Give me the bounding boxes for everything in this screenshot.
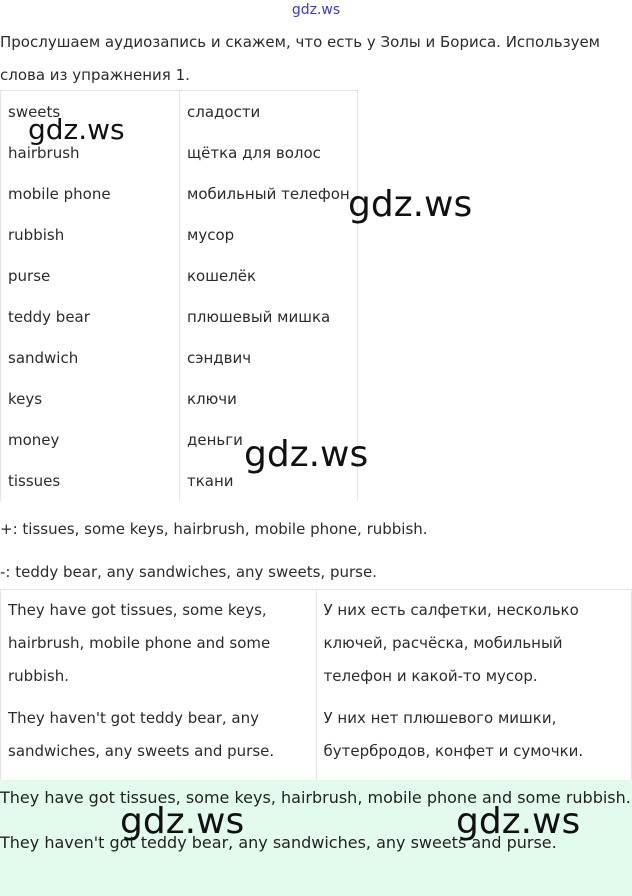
vocab-russian: плюшевый мишка <box>180 296 358 337</box>
vocab-english: rubbish <box>1 214 180 255</box>
vocab-russian: сладости <box>180 91 358 133</box>
final-havenot: They haven't got teddy bear, any sandwiches, any sweets and purse. <box>0 833 557 852</box>
vocab-english: money <box>1 419 180 460</box>
watermark: gdz.ws <box>120 801 245 842</box>
answer-ru-have: У них есть салфетки, несколько ключей, расчёска, мобильный телефон и какой-то мусор. <box>323 601 579 685</box>
answers-table <box>0 589 632 781</box>
answer-en-havenot: They haven't got teddy bear, any sandwiches, any sweets and purse. <box>8 709 275 760</box>
vocab-row <box>1 255 358 296</box>
vocab-english: sandwich <box>1 337 180 378</box>
vocab-russian: мусор <box>180 214 358 255</box>
watermark: gdz.ws <box>28 113 125 146</box>
answers-english-cell <box>1 590 317 781</box>
vocab-russian: щётка для волос <box>180 132 358 173</box>
intro-text: Прослушаем аудиозапись и скажем, что есть у Золы и Бориса. Используем слова из упражнения 1. <box>0 33 600 84</box>
vocab-row <box>1 173 358 214</box>
answer-en-have: They have got tissues, some keys, hairbrush, mobile phone and some rubbish. <box>8 601 271 685</box>
vocab-row <box>1 214 358 255</box>
vocab-english: hairbrush <box>1 132 180 173</box>
watermark: gdz.ws <box>244 434 369 475</box>
havenot-list: -: teddy bear, any sandwiches, any sweets, purse. <box>0 563 377 581</box>
vocab-english: keys <box>1 378 180 419</box>
vocab-russian: кошелёк <box>180 255 358 296</box>
vocab-russian: ключи <box>180 378 358 419</box>
vocab-russian: сэндвич <box>180 337 358 378</box>
watermark: gdz.ws <box>348 184 473 225</box>
vocab-russian: мобильный телефон <box>180 173 358 214</box>
watermark: gdz.ws <box>456 801 581 842</box>
answers-russian-cell <box>316 590 632 781</box>
vocab-english: mobile phone <box>1 173 180 214</box>
vocab-russian: деньги <box>180 419 358 460</box>
have-list: +: tissues, some keys, hairbrush, mobile phone, rubbish. <box>0 520 428 538</box>
vocab-english: sweets <box>1 91 180 133</box>
vocab-row <box>1 378 358 419</box>
final-have: They have got tissues, some keys, hairbrush, mobile phone and some rubbish. <box>0 788 631 807</box>
vocab-row <box>1 296 358 337</box>
answer-ru-havenot: У них нет плюшевого мишки, бутербродов, конфет и сумочки. <box>323 709 584 760</box>
vocab-russian: ткани <box>180 460 358 501</box>
vocab-row <box>1 337 358 378</box>
vocab-english: purse <box>1 255 180 296</box>
site-header[interactable]: gdz.ws <box>291 2 341 18</box>
vocab-english: teddy bear <box>1 296 180 337</box>
vocab-english: tissues <box>1 460 180 501</box>
